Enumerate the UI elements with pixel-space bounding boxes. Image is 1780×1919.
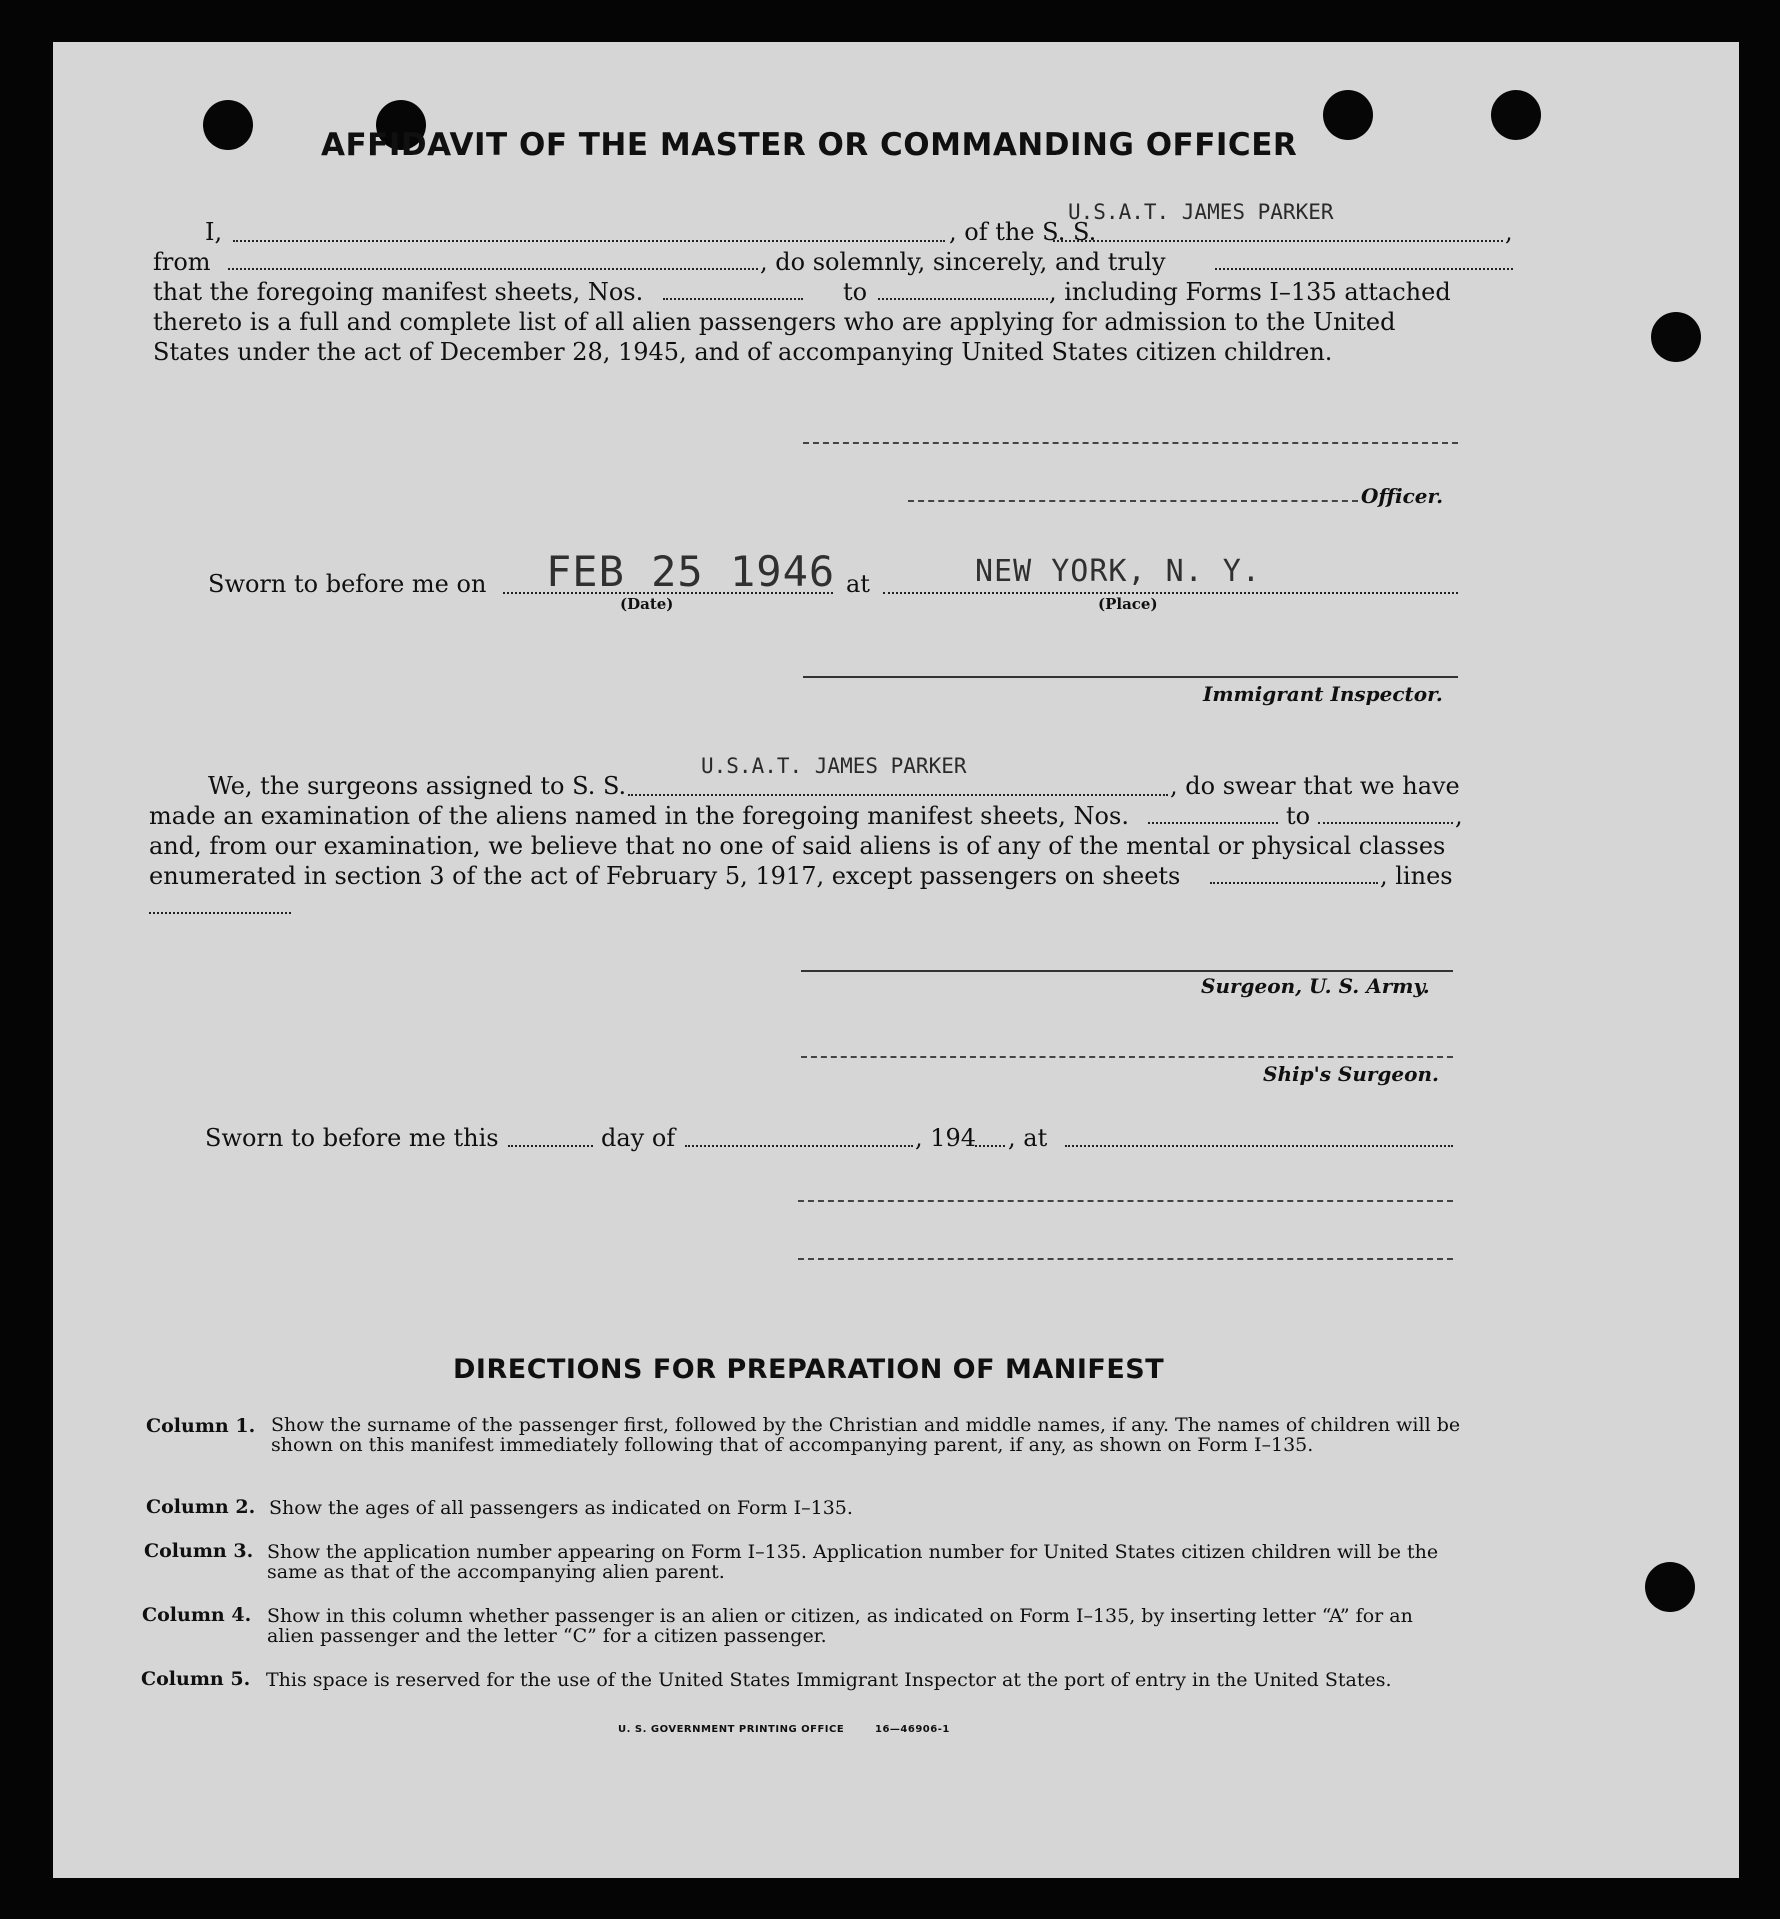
lines-field[interactable]: [149, 912, 291, 914]
page-title: AFFIDAVIT OF THE MASTER OR COMMANDING OFFICER: [321, 127, 1298, 163]
solemnly-label: , do solemnly, sincerely, and truly: [760, 248, 1166, 276]
surgeons-text-line3: and, from our examination, we believe that no one of said aliens is of any of the mental or physical classes: [149, 832, 1446, 860]
sworn2-label: Sworn to before me this: [205, 1124, 499, 1152]
form-code: 16—46906-1: [875, 1724, 950, 1735]
punch-hole: [1323, 90, 1373, 140]
printer-imprint: U. S. GOVERNMENT PRINTING OFFICE: [618, 1724, 845, 1735]
column-4-text: Show in this column whether passenger is an alien or citizen, as indicated on Form I–135, by inserting letter “A” for an alien passenger and the letter “C” for a citizen passenger.: [267, 1605, 1413, 1647]
sworn2-signature-line[interactable]: [798, 1200, 1453, 1202]
manifest-sheets-text: that the foregoing manifest sheets, Nos.: [153, 278, 644, 306]
officer-name-field[interactable]: [233, 240, 945, 242]
punch-hole: [1645, 1562, 1695, 1612]
column-1-label: Column 1.: [146, 1415, 256, 1437]
column-5-text: This space is reserved for the use of the United States Immigrant Inspector at the port of entry in the United States.: [266, 1669, 1392, 1691]
inspector-label: Immigrant Inspector.: [1203, 682, 1443, 706]
column-3-text: Show the application number appearing on Form I–135. Application number for United States citizen children will be the same as that of the accompanying alien parent.: [267, 1541, 1439, 1583]
officer-title-line[interactable]: [908, 500, 1358, 502]
place-stamp: NEW YORK, N. Y.: [975, 554, 1261, 589]
surgeons-ship-typed: U.S.A.T. JAMES PARKER: [701, 754, 967, 778]
from-label: from: [153, 248, 211, 276]
swear-text: , do swear that we have: [1170, 772, 1460, 800]
sworn2-month-field[interactable]: [685, 1145, 913, 1147]
sheet-to-field[interactable]: [878, 298, 1048, 300]
ship-name-typed: U.S.A.T. JAMES PARKER: [1068, 200, 1334, 224]
punch-hole: [1651, 312, 1701, 362]
master-text-line4: thereto is a full and complete list of all alien passengers who are applying for admission to the United: [153, 308, 1396, 336]
surgeon-sheet-to-label: to: [1286, 802, 1311, 830]
sworn2-year-field[interactable]: [975, 1145, 1005, 1147]
ship-surgeon-signature-line[interactable]: [801, 1056, 1453, 1058]
surgeons-ship-field[interactable]: [628, 794, 1168, 796]
sworn2-title-line[interactable]: [798, 1258, 1453, 1260]
directions-title: DIRECTIONS FOR PREPARATION OF MANIFEST: [453, 1354, 1165, 1385]
surgeons-text-line4: enumerated in section 3 of the act of February 5, 1917, except passengers on sheets: [149, 862, 1181, 890]
lines-label: , lines: [1380, 862, 1453, 890]
officer-label: Officer.: [1361, 484, 1444, 508]
inspector-signature-line[interactable]: [803, 676, 1458, 678]
surgeon-sheet-to-field[interactable]: [1318, 822, 1453, 824]
punch-hole: [203, 100, 253, 150]
i-label: I,: [205, 218, 223, 246]
sheet-from-field[interactable]: [663, 298, 803, 300]
army-surgeon-label: Surgeon, U. S. Army.: [1201, 974, 1430, 998]
sworn2-at-label: , at: [1008, 1124, 1048, 1152]
from-field[interactable]: [228, 268, 758, 270]
column-4-label: Column 4.: [142, 1604, 252, 1626]
column-2-text: Show the ages of all passengers as indicated on Form I–135.: [269, 1497, 853, 1519]
surgeons-text-line2: made an examination of the aliens named in the foregoing manifest sheets, Nos.: [149, 802, 1129, 830]
surgeons-text-line1: We, the surgeons assigned to S. S.: [208, 772, 627, 800]
sworn-label: Sworn to before me on: [208, 570, 487, 598]
column-1-text: Show the surname of the passenger first, followed by the Christian and middle names, if any. The names of children will be shown on this manifest immediately following that of accompanying parent, if any, as shown on Form I–135.: [271, 1414, 1461, 1456]
officer-signature-line[interactable]: [803, 442, 1458, 444]
ship-name-field[interactable]: [1053, 240, 1503, 242]
surgeon-sheet-from-field[interactable]: [1148, 822, 1278, 824]
sworn2-day-field[interactable]: [508, 1145, 593, 1147]
place-field[interactable]: [883, 592, 1458, 594]
of-ss-label: , of the S. S.: [949, 218, 1097, 246]
date-field[interactable]: [503, 592, 833, 594]
solemnly-field[interactable]: [1215, 268, 1513, 270]
column-2-label: Column 2.: [146, 1496, 256, 1518]
day-of-label: day of: [601, 1124, 676, 1152]
year-label: , 194: [915, 1124, 977, 1152]
column-5-label: Column 5.: [141, 1668, 251, 1690]
punch-hole: [1491, 90, 1541, 140]
place-caption: (Place): [1098, 595, 1158, 613]
except-sheets-field[interactable]: [1210, 882, 1378, 884]
column-3-label: Column 3.: [144, 1540, 254, 1562]
date-stamp: FEB 25 1946: [546, 547, 836, 596]
forms-attached-text: , including Forms I–135 attached: [1049, 278, 1451, 306]
sworn2-place-field[interactable]: [1065, 1145, 1453, 1147]
ship-surgeon-label: Ship's Surgeon.: [1263, 1062, 1439, 1086]
army-surgeon-signature-line[interactable]: [801, 970, 1453, 972]
form-page: AFFIDAVIT OF THE MASTER OR COMMANDING OFFICER I, , of the S. S. U.S.A.T. JAMES PARKER , from , do solemnly, sincerely, and truly that the foregoing manifest sheets, Nos. to , including Forms I–135 attached thereto is a full and complete list of all alien passengers who are applying for admission to the United States under the act of December 28, 1945, and of accompanying United States citizen children. Officer. Sworn to before me on FEB 25 1946 (Date) at NEW YORK, N. Y. (Place) Immigrant Inspector. We, the surgeons assigned to S. S. U.S.A.T. JAMES PARKER , do swear that we have made an examination of the aliens named in the foregoing manifest sheets, Nos. to , and, from our examination, we believe that no one of said aliens is of any of the mental or physical classes enumerated in section 3 of the act of February 5, 1917, except passengers on sheets , lines Surgeon, U. S. Army. Ship's Surgeon. Sworn to before me this day of , 194 , at DIRECTIONS FOR PREPARATION OF MANIFEST Column 1. Show the surname of the passenger first, followed by the Christian and middle names, if any. The names of children will be shown on this manifest immediately following that of accompanying parent, if any, as shown on Form I–135. Column 2. Show the ages of all passengers as indicated on Form I–135. Column 3. Show the application number appearing on Form I–135. Application number for United States citizen children will be the same as that of the accompanying alien parent. Column 4. Show in this column whether passenger is an alien or citizen, as indicated on Form I–135, by inserting letter “A” for an alien passenger and the letter “C” for a citizen passenger. Column 5. This space is reserved for the use of the United States Immigrant Inspector at the port of entry in the United States. U. S. GOVERNMENT PRINTING OFFICE 16—46906-1: [53, 42, 1739, 1878]
at-label: at: [846, 570, 870, 598]
master-text-line5: States under the act of December 28, 1945, and of accompanying United States citizen children.: [153, 338, 1333, 366]
sheet-to-label: to: [843, 278, 868, 306]
date-caption: (Date): [620, 595, 674, 613]
